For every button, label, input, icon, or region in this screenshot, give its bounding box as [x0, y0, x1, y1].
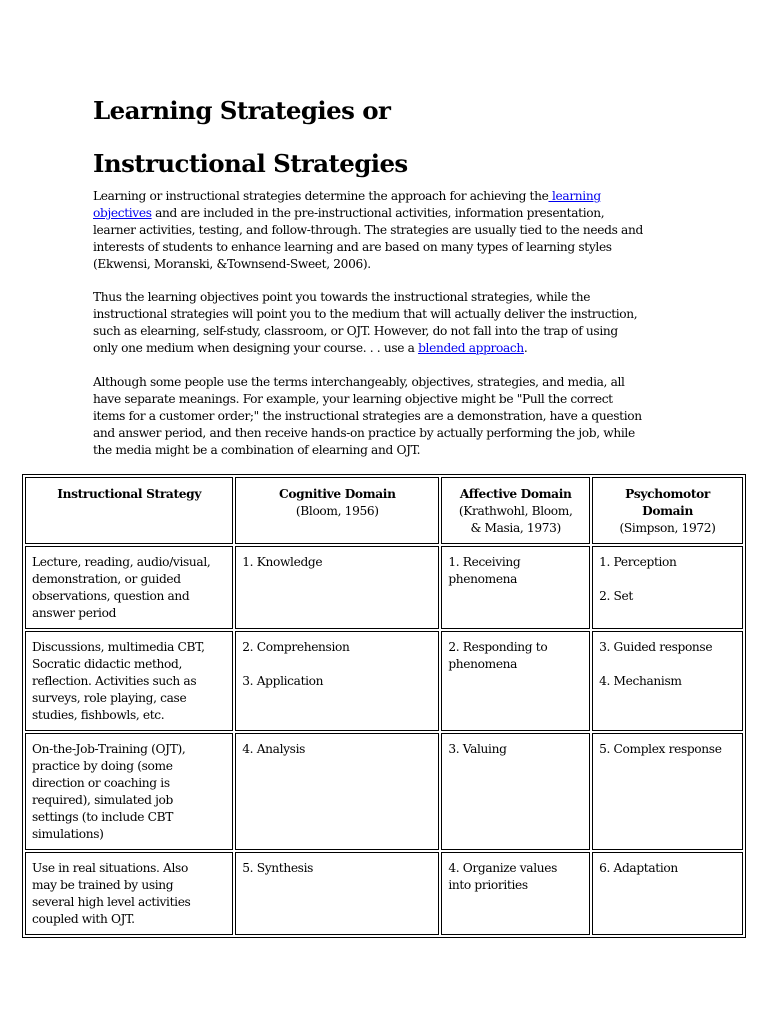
paragraph-line — [93, 340, 678, 357]
paragraph-line: (Ekwensi, Moranski, &Townsend-Sweet, 2006). — [93, 257, 371, 271]
affective-cell — [441, 546, 590, 629]
table-row — [25, 546, 743, 629]
strategy-cell — [25, 546, 233, 629]
page-title-line-1: Learning Strategies or — [93, 96, 391, 125]
cell-text: 2. Responding to — [448, 640, 548, 654]
paragraph-text: . — [523, 341, 528, 355]
psychomotor-cell — [592, 631, 743, 731]
blended-approach-link[interactable]: blended approach — [418, 341, 524, 355]
cell-text: On-the-Job-Training (OJT), — [32, 742, 186, 756]
paragraph-line: the media might be a combination of elearning and OJT. — [93, 443, 421, 457]
header-label: Cognitive Domain — [279, 487, 396, 501]
header-label: Instructional Strategy — [57, 487, 202, 501]
spacer — [599, 571, 736, 588]
paragraph-line: Thus the learning objectives point you towards the instructional strategies, while the — [93, 290, 591, 304]
table-row — [25, 733, 743, 850]
cell-text: 1. Perception — [599, 555, 677, 569]
paragraph-line: and answer period, and then receive hands-on practice by actually performing the job, while — [93, 426, 635, 440]
header-label: Psychomotor Domain — [625, 487, 710, 518]
psychomotor-cell — [592, 546, 743, 629]
cell-text: 2. Comprehension — [242, 640, 350, 654]
table-row — [25, 631, 743, 731]
psychomotor-cell — [592, 733, 743, 850]
paragraph-line: interests of students to enhance learning and are based on many types of learning styles — [93, 240, 612, 254]
strategy-cell — [25, 733, 233, 850]
cell-text: 2. Set — [599, 589, 633, 603]
strategy-cell — [25, 852, 233, 935]
cell-text: 1. Receiving — [448, 555, 521, 569]
cell-text: settings (to include CBT — [32, 810, 174, 824]
cell-text: 3. Application — [242, 674, 324, 688]
cell-text: several high level activities — [32, 895, 191, 909]
cell-text: 5. Complex response — [599, 742, 722, 756]
header-label: Affective Domain — [459, 487, 572, 501]
cell-text: 4. Organize values — [448, 861, 558, 875]
paragraph-line: Although some people use the terms interchangeably, objectives, strategies, and media, all — [93, 375, 625, 389]
cell-text: 4. Analysis — [242, 742, 306, 756]
strategy-cell — [25, 631, 233, 731]
paragraph-line: learner activities, testing, and follow-through. The strategies are usually tied to the needs and — [93, 223, 643, 237]
cell-text: may be trained by using — [32, 878, 174, 892]
cell-text: Socratic didactic method, — [32, 657, 182, 671]
cell-text: reflection. Activities such as — [32, 674, 197, 688]
cognitive-cell — [235, 546, 439, 629]
cell-text: observations, question and — [32, 589, 190, 603]
cell-text: 4. Mechanism — [599, 674, 682, 688]
header-citation: (Krathwohl, Bloom, — [458, 504, 573, 518]
paragraph-line: instructional strategies will point you to the medium that will actually deliver the instruction, — [93, 307, 638, 321]
cell-text: phenomena — [448, 572, 518, 586]
header-citation: (Simpson, 1972) — [619, 521, 716, 535]
paragraph-line: items for a customer order;" the instructional strategies are a demonstration, have a question — [93, 409, 642, 423]
intro-paragraph-1 — [93, 188, 678, 273]
paragraph-line — [93, 188, 678, 205]
cell-text: into priorities — [448, 878, 528, 892]
cell-text: phenomena — [448, 657, 518, 671]
header-cognitive-domain — [235, 477, 439, 544]
page-title — [93, 84, 653, 190]
cell-text: surveys, role playing, case — [32, 691, 187, 705]
affective-cell — [441, 631, 590, 731]
cell-text: simulations) — [32, 827, 104, 841]
paragraph-text: and are included in the pre-instructional activities, information presentation, — [151, 206, 605, 220]
strategy-domain-table — [22, 474, 746, 938]
paragraph-line: such as elearning, self-study, classroom, or OJT. However, do not fall into the trap of using — [93, 324, 618, 338]
header-instructional-strategy — [25, 477, 233, 544]
paragraph-line: have separate meanings. For example, your learning objective might be "Pull the correct — [93, 392, 613, 406]
cell-text: 5. Synthesis — [242, 861, 314, 875]
paragraph-text: Learning or instructional strategies determine the approach for achieving the — [93, 189, 549, 203]
spacer — [599, 656, 736, 673]
intro-paragraph-2 — [93, 289, 678, 357]
learning-objectives-link-continued[interactable]: objectives — [93, 206, 152, 220]
cell-text: 3. Guided response — [599, 640, 713, 654]
cell-text: 6. Adaptation — [599, 861, 678, 875]
psychomotor-cell — [592, 852, 743, 935]
table-header-row — [25, 477, 743, 544]
cell-text: Use in real situations. Also — [32, 861, 188, 875]
page-title-line-2: Instructional Strategies — [93, 149, 408, 178]
paragraph-text: only one medium when designing your course. . . use a — [93, 341, 419, 355]
cell-text: required), simulated job — [32, 793, 173, 807]
header-psychomotor-domain — [592, 477, 743, 544]
cognitive-cell — [235, 733, 439, 850]
spacer — [242, 656, 432, 673]
affective-cell — [441, 733, 590, 850]
cell-text: coupled with OJT. — [32, 912, 135, 926]
learning-objectives-link[interactable]: learning — [548, 189, 601, 203]
cell-text: direction or coaching is — [32, 776, 170, 790]
cell-text: studies, fishbowls, etc. — [32, 708, 165, 722]
cognitive-cell — [235, 852, 439, 935]
table-row — [25, 852, 743, 935]
cell-text: 3. Valuing — [448, 742, 507, 756]
cell-text: Lecture, reading, audio/visual, — [32, 555, 211, 569]
affective-cell — [441, 852, 590, 935]
header-citation: (Bloom, 1956) — [295, 504, 379, 518]
cell-text: 1. Knowledge — [242, 555, 323, 569]
header-citation: & Masia, 1973) — [470, 521, 561, 535]
paragraph-line — [93, 205, 678, 222]
intro-paragraph-3 — [93, 374, 678, 459]
cell-text: Discussions, multimedia CBT, — [32, 640, 205, 654]
cell-text: practice by doing (some — [32, 759, 173, 773]
cognitive-cell — [235, 631, 439, 731]
cell-text: answer period — [32, 606, 117, 620]
header-affective-domain — [441, 477, 590, 544]
cell-text: demonstration, or guided — [32, 572, 181, 586]
